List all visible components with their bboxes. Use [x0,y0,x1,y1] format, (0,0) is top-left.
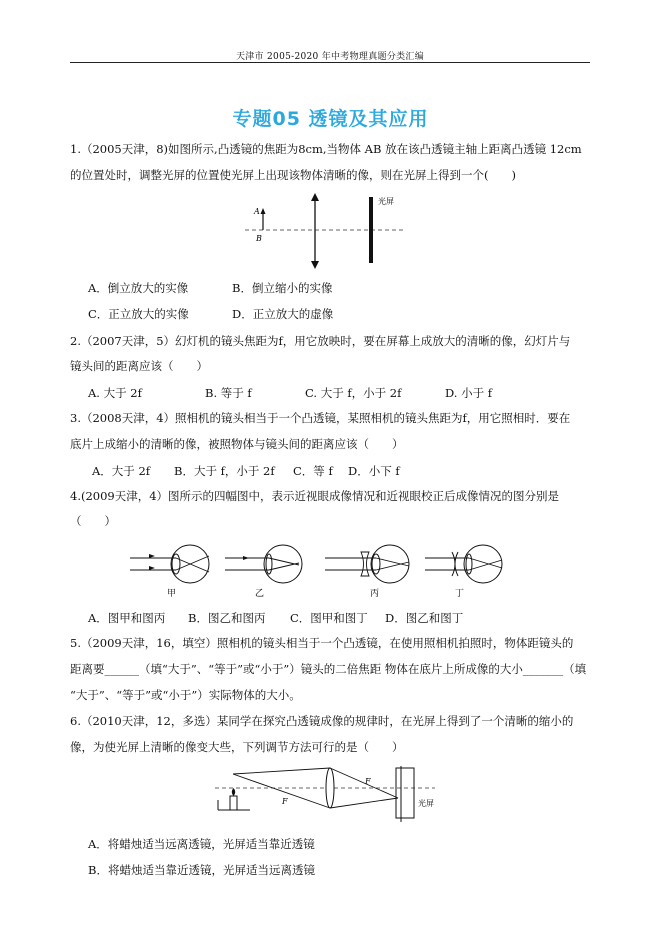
q1-option-b: B．倒立缩小的实像 [232,281,333,295]
lens-top-arrow [311,193,319,201]
q4-option-c: C．图甲和图丁 [290,611,368,625]
q2-option-b: B. 等于 f [205,386,252,400]
object-arrow-head [261,208,266,214]
q4-option-a: A．图甲和图丙 [88,611,166,625]
q6-lens [326,768,334,808]
q4-option-b: B．图乙和图丙 [188,611,266,625]
q1-line1: 1.（2005天津，8)如图所示,凸透镜的焦距为8cm,当物体 AB 放在该凸透镜主轴上距离凸透镜 12cm [70,142,582,156]
q4-line1: 4.(2009天津，4）图所示的四幅图中，表示近视眼成像情况和近视眼校正后成像情况的图分别是 [70,489,560,503]
q6-screen [396,768,414,818]
q2-line2: 镜头间的距离应该（ ） [70,359,208,373]
eye-ding [425,545,502,583]
eye-bing [325,545,409,583]
label-screen: 光屏 [378,197,394,206]
header-divider [70,62,590,63]
lens-bottom-arrow [311,261,319,269]
label-yi: 乙 [255,589,265,599]
eye-jia [130,545,209,583]
label-jia: 甲 [167,589,177,599]
label-a: A [254,207,260,216]
light-screen [369,197,373,263]
label-b: B [256,234,262,243]
label-q6-screen: 光屏 [418,799,434,808]
q2-option-c: C. 大于 f，小于 2f [305,386,402,400]
eye-yi [225,545,302,583]
q1-line2: 的位置处时，调整光屏的位置使光屏上出现该物体清晰的像，则在光屏上得到一个( ) [70,168,516,182]
q5-line3: “大于”、“等于”或“小于”）实际物体的大小。 [70,688,301,702]
q4-option-d: D．图乙和图丁 [385,611,464,625]
candle-body [230,796,237,810]
label-bing: 丙 [370,589,380,599]
q6-candle-figure [210,764,450,826]
q5-line2: 距离要______（填“大于”、“等于”或“小于”）镜头的二倍焦距 物体在底片上所成像的大小_______（填 [70,662,587,676]
q3-line1: 3.（2008天津，4）照相机的镜头相当于一个凸透镜，某照相机的镜头焦距为f，用它照相时．要在 [70,411,571,425]
q3-option-a: A．大于 2f [92,464,151,478]
q6-option-b: B．将蜡烛适当靠近透镜，光屏适当远离透镜 [88,863,315,877]
q3-option-d: D．小下 f [348,464,400,478]
q6-line1: 6.（2010天津，12，多选）某同学在探究凸透镜成像的规律时，在光屏上得到了一个清晰的缩小的 [70,714,574,728]
q4-eye-figure [125,538,525,600]
q5-line1: 5.（2009天津，16，填空）照相机的镜头相当于一个凸透镜，在使用照相机拍照时，物体距镜头的 [70,636,574,650]
label-f2: F [365,777,371,786]
q1-option-a: A．倒立放大的实像 [88,281,189,295]
page-title: 专题05 透镜及其应用 [232,108,429,130]
q2-option-d: D. 小于 f [445,386,493,400]
q1-option-c: C．正立放大的实像 [88,307,189,321]
candle-flame [232,788,236,796]
q6-option-a: A．将蜡烛适当远离透镜，光屏适当靠近透镜 [88,837,315,851]
q3-option-b: B．大于 f，小于 2f [174,464,275,478]
label-f1: F [282,797,288,806]
q4-line2: （ ） [70,514,116,528]
q3-option-c: C．等 f [293,464,333,478]
label-ding: 丁 [455,589,465,599]
page-header: 天津市 2005-2020 年中考物理真题分类汇编 [235,52,425,62]
q2-line1: 2.（2007天津，5）幻灯机的镜头焦距为f，用它放映时，要在屏幕上成放大的清晰的像，幻灯片与 [70,334,571,348]
q6-line2: 像，为使光屏上清晰的像变大些，下列调节方法可行的是（ ） [70,740,404,754]
q2-option-a: A. 大于 2f [88,386,142,400]
q1-option-d: D．正立放大的虚像 [232,307,334,321]
q1-lens-figure [240,190,410,275]
q3-line2: 底片上成缩小的清晰的像，被照物体与镜头间的距离应该（ ） [70,437,404,451]
